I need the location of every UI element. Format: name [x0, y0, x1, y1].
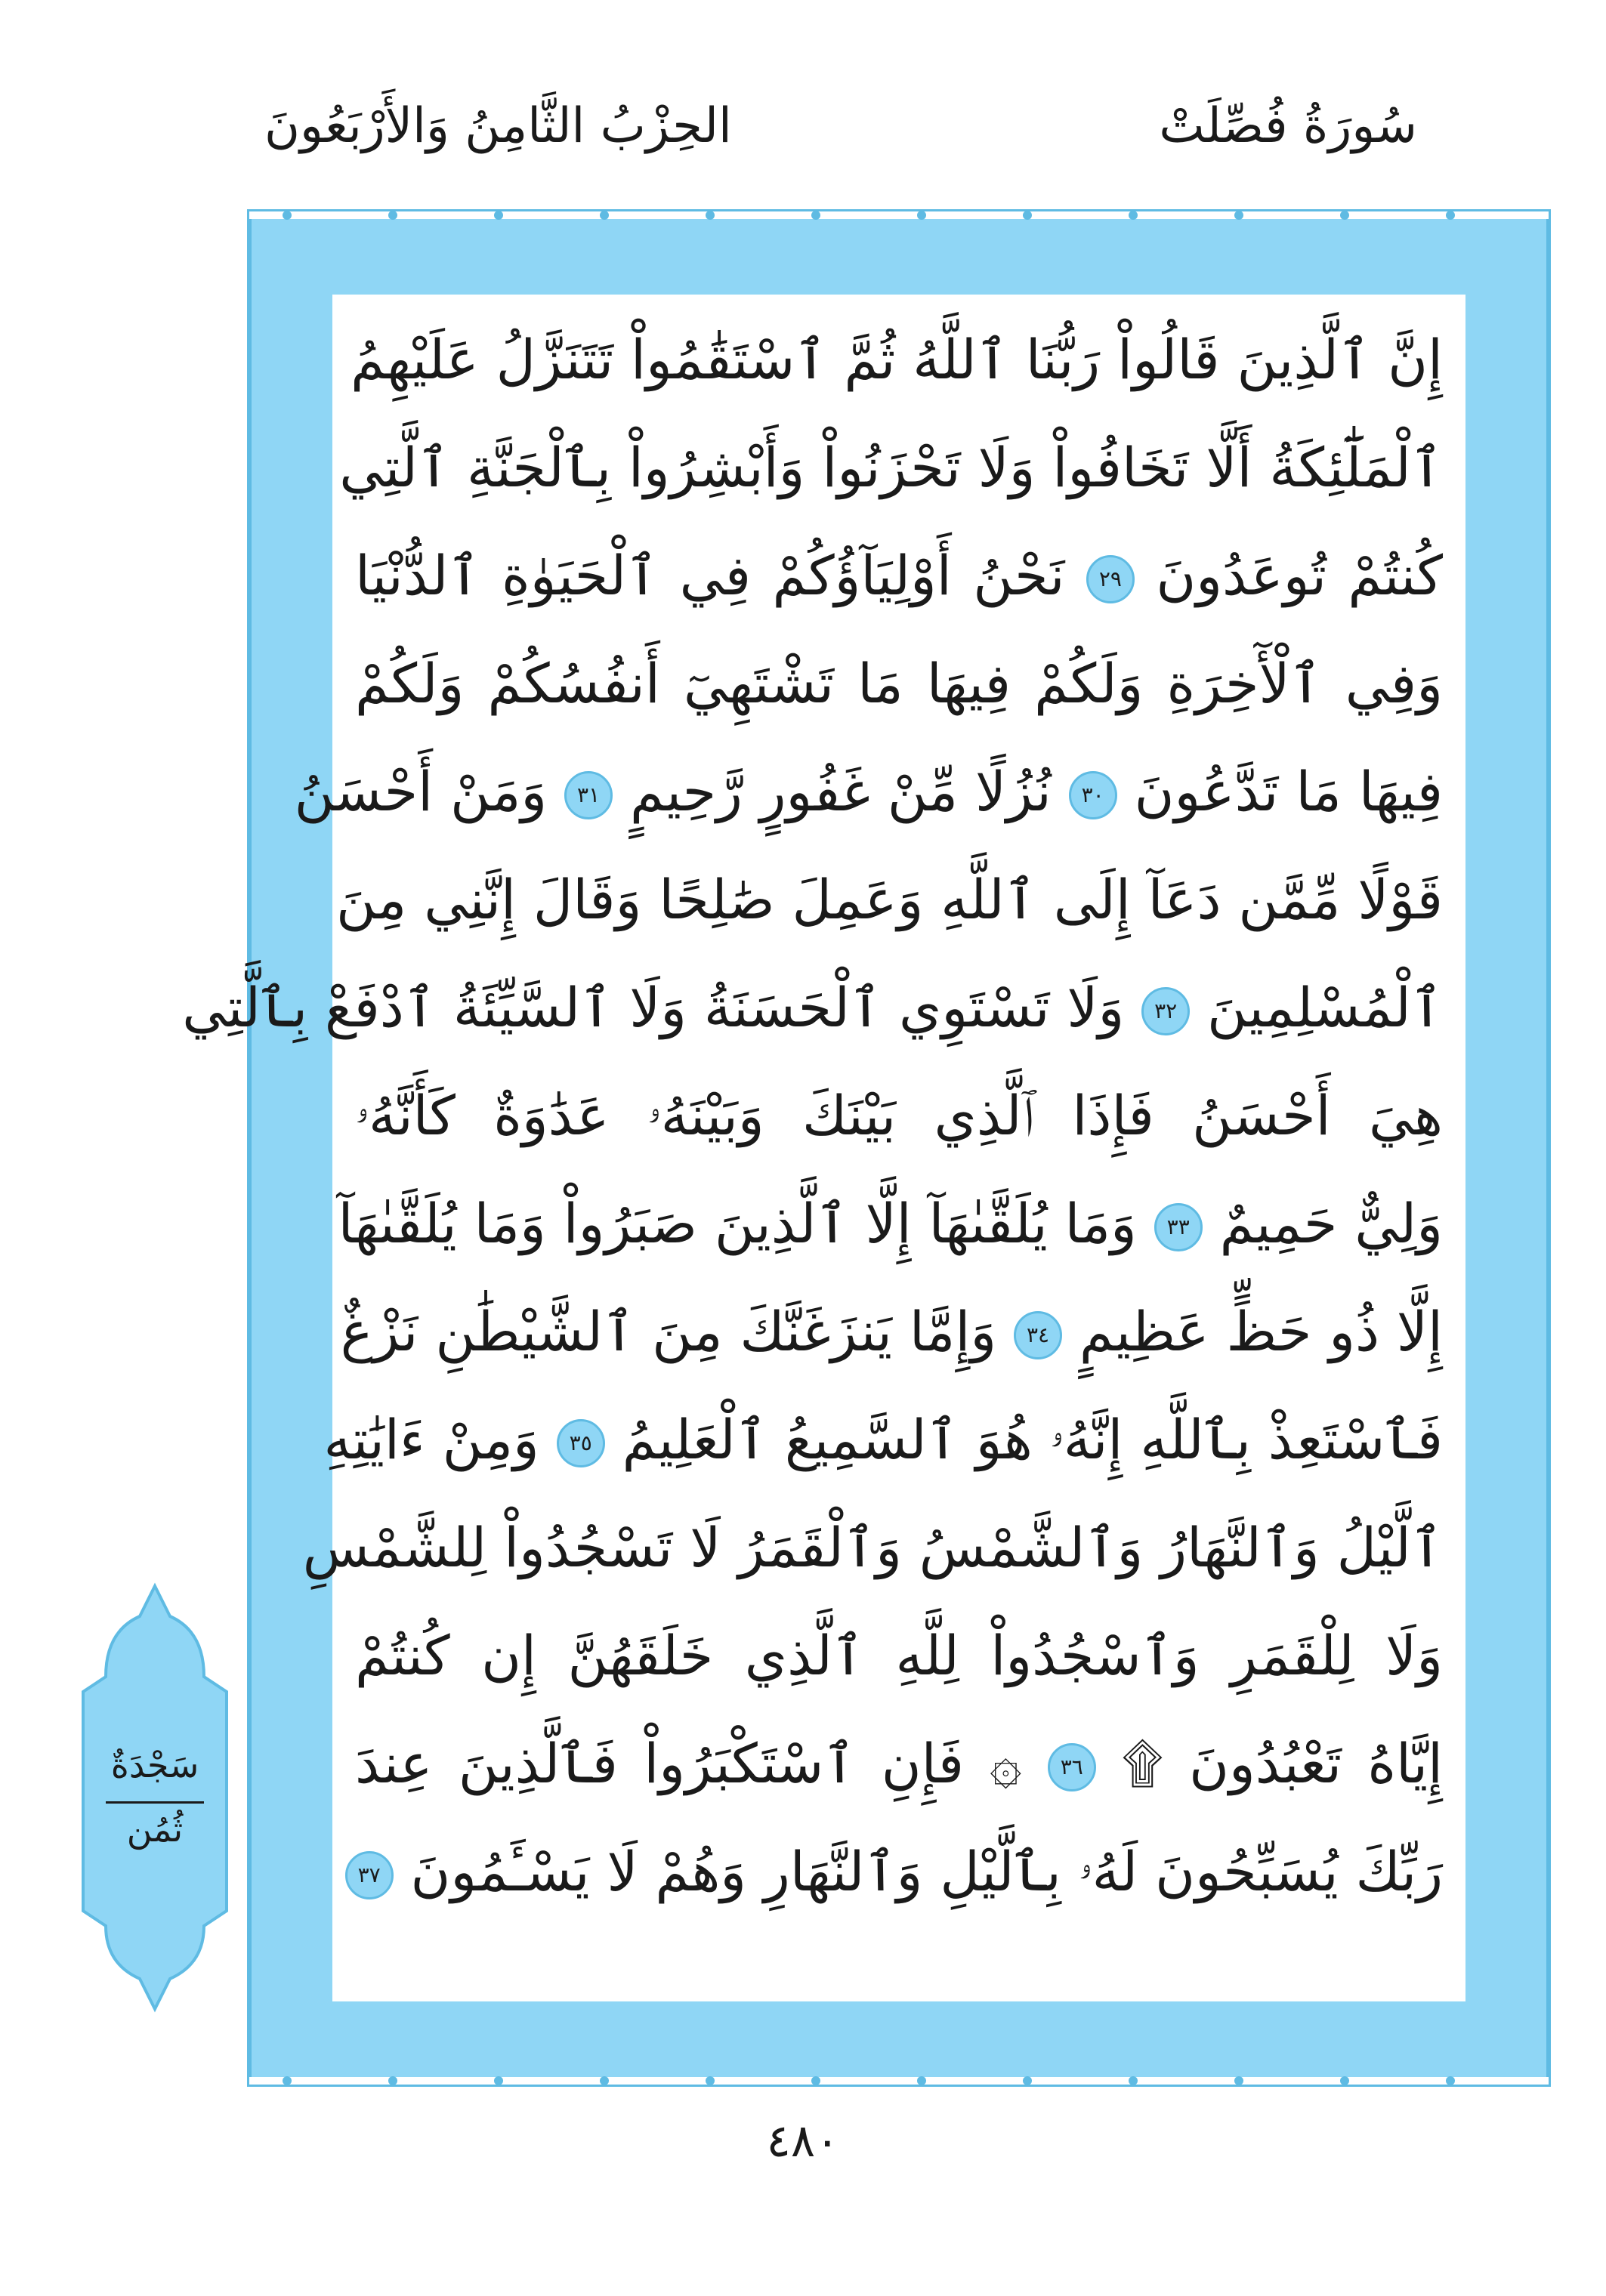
verse-line: ٱلْمَلَٰٓئِكَةُ أَلَّا تَخَافُواْ وَلَا تَحْزَنُواْ وَأَبْشِرُواْ بِٱلْجَنَّةِ ٱلَّتِي — [339, 436, 1443, 499]
surah-name: سُورَةُ فُصِّلَتْ — [1159, 98, 1417, 154]
verse-text: فَإِنِ ٱسْتَكْبَرُواْ فَٱلَّذِينَ عِندَ — [355, 1732, 964, 1795]
verse-text: وَمِنْ ءَايَٰتِهِ — [323, 1408, 539, 1471]
verse-text: فَٱسْتَعِذْ بِٱللَّهِ إِنَّهُۥ هُوَ ٱلسَّمِيعُ ٱلْعَلِيمُ — [622, 1408, 1443, 1471]
ayah-marker: ٣٣ — [1154, 1203, 1203, 1251]
ayah-marker: ٣٦ — [1048, 1743, 1096, 1791]
hizb-label: الحِزْبُ الثَّامِنُ وَالأَرْبَعُونَ — [264, 98, 732, 154]
verse-line: هِيَ أَحْسَنُ فَإِذَا ٱلَّذِي بَيْنَكَ وَبَيْنَهُۥ عَدَٰوَةٌ كَأَنَّهُۥ — [355, 1084, 1443, 1147]
verse-line — [182, 954, 1443, 1062]
sajdah-divider — [106, 1801, 204, 1804]
sajdah-badge — [76, 1586, 234, 2009]
verse-line — [355, 1710, 1443, 1818]
verse-text: رَبِّكَ يُسَبِّحُونَ لَهُۥ بِٱلَّيْلِ وَٱلنَّهَارِ وَهُمْ لَا يَسْـَٔمُونَ — [410, 1840, 1443, 1903]
verse-line: وَفِي ٱلْأٓخِرَةِ وَلَكُمْ فِيهَا مَا تَشْتَهِيٓ أَنفُسُكُمْ وَلَكُمْ — [355, 652, 1443, 715]
verse-line — [355, 1818, 1443, 1926]
ayah-marker: ٣٥ — [557, 1419, 605, 1467]
sajdah-sign: ۩ — [1122, 1732, 1163, 1795]
verse-line — [355, 522, 1443, 630]
verse-line: إِنَّ ٱلَّذِينَ قَالُواْ رَبُّنَا ٱللَّهُ ثُمَّ ٱسْتَقَٰمُواْ تَتَنَزَّلُ عَلَيْهِمُ — [351, 328, 1443, 391]
verse-text: كُنتُمْ تُوعَدُونَ — [1156, 544, 1444, 607]
verse-text: وَمَا يُلَقَّىٰهَآ إِلَّا ٱلَّذِينَ صَبَرُواْ وَمَا يُلَقَّىٰهَآ — [338, 1192, 1137, 1255]
verse-line: ٱلَّيْلُ وَٱلنَّهَارُ وَٱلشَّمْسُ وَٱلْقَمَرُ لَا تَسْجُدُواْ لِلشَّمْسِ — [302, 1516, 1443, 1579]
sajdah-label: سَجْدَةٌ — [110, 1745, 199, 1785]
verse-text: وَمَنْ أَحْسَنُ — [294, 760, 548, 823]
verse-text: إِيَّاهُ تَعْبُدُونَ — [1189, 1732, 1444, 1795]
verse-text: وَلَا تَسْتَوِي ٱلْحَسَنَةُ وَلَا ٱلسَّيِّئَةُ ٱدْفَعْ بِٱلَّتِي — [182, 976, 1125, 1039]
verse-line — [323, 1386, 1443, 1494]
verse-text: فِيهَا مَا تَدَّعُونَ — [1134, 760, 1443, 823]
thumun-label: ثُمُن — [126, 1809, 184, 1850]
verse-line — [338, 1170, 1443, 1278]
ayah-marker: ٣٠ — [1069, 771, 1117, 819]
verse-block — [182, 306, 1444, 1926]
verse-text: نَحْنُ أَوْلِيَآؤُكُمْ فِي ٱلْحَيَوٰةِ ٱلدُّنْيَا — [355, 544, 1065, 607]
ayah-marker: ٢٩ — [1086, 555, 1135, 603]
verse-text: نُزُلًا مِّنْ غَفُورٍ رَّحِيمٍ — [629, 760, 1052, 823]
verse-line — [340, 1278, 1443, 1386]
verse-text: وَلِيٌّ حَمِيمٌ — [1219, 1192, 1443, 1255]
verse-text: وَإِمَّا يَنزَغَنَّكَ مِنَ ٱلشَّيْطَٰنِ نَزْغٌ — [340, 1300, 997, 1363]
verse-line — [294, 738, 1443, 846]
verse-text: إِلَّا ذُو حَظٍّ عَظِيمٍ — [1079, 1300, 1443, 1363]
hizb-star: ۞ — [990, 1732, 1022, 1795]
ayah-marker: ٣١ — [564, 771, 613, 819]
verse-line: قَوْلًا مِّمَّن دَعَآ إِلَى ٱللَّهِ وَعَمِلَ صَٰلِحًا وَقَالَ إِنَّنِي مِنَ — [336, 868, 1443, 931]
ayah-marker: ٣٧ — [345, 1851, 394, 1899]
page-number: ٤٨٠ — [766, 2115, 840, 2168]
verse-text: ٱلْمُسْلِمِينَ — [1207, 976, 1443, 1039]
ayah-marker: ٣٤ — [1014, 1311, 1062, 1359]
verse-line: وَلَا لِلْقَمَرِ وَٱسْجُدُواْ لِلَّهِ ٱلَّذِي خَلَقَهُنَّ إِن كُنتُمْ — [355, 1624, 1443, 1687]
ayah-marker: ٣٢ — [1141, 987, 1190, 1035]
